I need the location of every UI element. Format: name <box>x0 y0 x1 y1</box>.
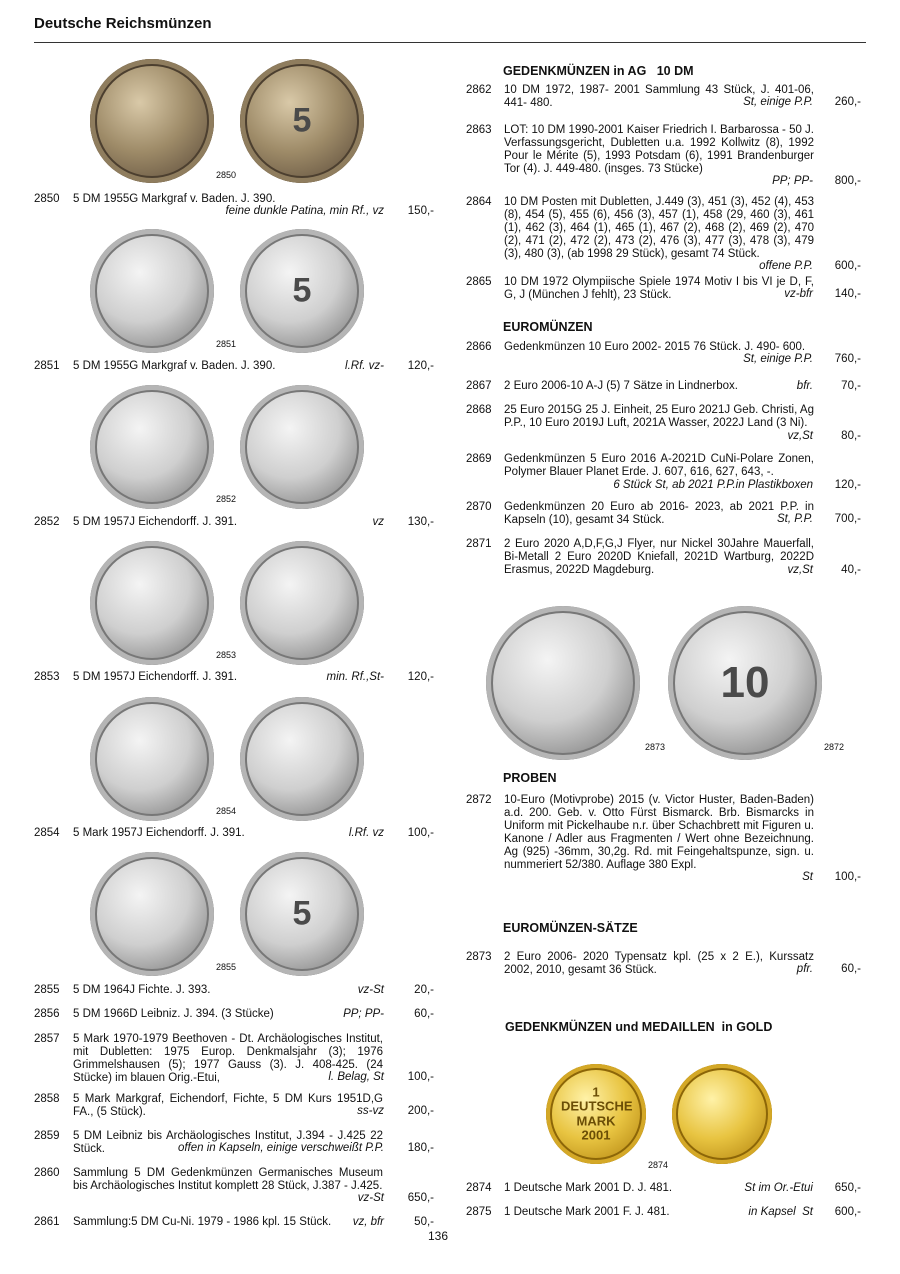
lot-description: 10 DM 1972, 1987- 2001 Sammlung 43 Stück, J. 401-06, 441- 480. <box>504 84 814 109</box>
header-rule <box>34 42 866 43</box>
lot-price: 100,- <box>407 827 434 839</box>
lot-number: 2858 <box>34 1093 60 1105</box>
lot-description: 1 Deutsche Mark 2001 F. J. 481. <box>504 1206 670 1218</box>
lot-number: 2872 <box>466 794 492 806</box>
lot-description: Gedenkmünzen 20 Euro ab 2016- 2023, ab 2021 P.P. in Kapseln (10), gesamt 34 Stück. <box>504 501 814 526</box>
lot-number: 2863 <box>466 124 492 136</box>
page-header-title: Deutsche Reichsmünzen <box>34 15 212 32</box>
lot-number: 2854 <box>34 827 60 839</box>
lot-grade: vz, bfr <box>352 1216 384 1228</box>
lot-number: 2857 <box>34 1033 60 1045</box>
lot-description: 5 DM 1957J Eichendorff. J. 391. <box>73 516 238 528</box>
lot-number: 2870 <box>466 501 492 513</box>
lot-2852 <box>34 516 434 530</box>
lot-description: 5 Mark Markgraf, Eichendorf, Fichte, 5 DM Kurs 1951D,G FA., (5 Stück). <box>73 1093 383 1118</box>
lot-grade: vz-bfr <box>784 288 813 300</box>
plate-label-2873: 2873 <box>645 742 666 752</box>
coin-image-2853-reverse <box>240 541 364 665</box>
lot-2864 <box>466 196 861 274</box>
lot-price: 150,- <box>407 205 434 217</box>
lot-price: 100,- <box>834 871 861 883</box>
lot-description: 2 Euro 2006- 2020 Typensatz kpl. (25 x 2 E.), Kurssatz 2002, 2010, gesamt 36 Stück. <box>504 951 814 976</box>
lot-2863 <box>466 124 861 189</box>
lot-2860 <box>34 1167 434 1206</box>
page-number: 136 <box>428 1229 449 1243</box>
lot-2874 <box>466 1182 861 1196</box>
lot-number: 2855 <box>34 984 60 996</box>
lot-grade: in Kapsel St <box>748 1206 813 1218</box>
lot-number: 2865 <box>466 276 492 288</box>
lot-price: 800,- <box>834 175 861 187</box>
lot-price: 40,- <box>841 564 861 576</box>
lot-2859 <box>34 1130 434 1156</box>
plate-label-2852: 2852 <box>216 494 237 504</box>
lot-number: 2862 <box>466 84 492 96</box>
lot-price: 70,- <box>841 380 861 392</box>
coin-image-2851-obverse <box>90 229 214 353</box>
coin-image-2852-obverse <box>90 385 214 509</box>
lot-2856 <box>34 1008 434 1022</box>
coin-image-2850-reverse <box>240 59 364 183</box>
lot-2869 <box>466 453 861 492</box>
lot-grade: pfr. <box>796 963 813 975</box>
lot-number: 2856 <box>34 1008 60 1020</box>
lot-price: 20,- <box>414 984 434 996</box>
plate-label-2853: 2853 <box>216 650 237 660</box>
lot-number: 2866 <box>466 341 492 353</box>
lot-grade: bfr. <box>796 380 813 392</box>
lot-description: Sammlung 5 DM Gedenkmünzen Germanisches Museum bis Archäologisches Institut komplett 28 Stück, J.387 - J.425. <box>73 1167 383 1192</box>
lot-grade: PP; PP- <box>772 175 813 187</box>
lot-number: 2860 <box>34 1167 60 1179</box>
lot-price: 80,- <box>841 430 861 442</box>
lot-grade: vz-St <box>357 1192 384 1204</box>
coin-image-2853-obverse <box>90 541 214 665</box>
lot-number: 2871 <box>466 538 492 550</box>
coin-image-2852-reverse <box>240 385 364 509</box>
lot-grade: 6 Stück St, ab 2021 P.P.in Plastikboxen <box>613 479 813 491</box>
lot-price: 260,- <box>834 96 861 108</box>
lot-grade: St im Or.-Etui <box>744 1182 813 1194</box>
lot-description: LOT: 10 DM 1990-2001 Kaiser Friedrich I. Barbarossa - 50 J. Verfassungsgericht, Dubletten u.a. 1992 Kollwitz (8), 1992 Pour le Mérite (5), 1993 Potsdam (6), 1991 Brandenburger Tor (4). J. 449-480. (insges. 73 Stücke) <box>504 124 815 175</box>
lot-2853 <box>34 671 434 685</box>
coin-image-2874-obverse <box>546 1064 646 1164</box>
lot-price: 60,- <box>841 963 861 975</box>
lot-number: 2853 <box>34 671 60 683</box>
coin-denomination: 5 <box>292 101 312 140</box>
lot-2855 <box>34 984 434 998</box>
lot-description: Sammlung:5 DM Cu-Ni. 1979 - 1986 kpl. 15 Stück. <box>73 1216 332 1228</box>
lot-2866 <box>466 341 861 367</box>
lot-2858 <box>34 1093 434 1119</box>
lot-description: Gedenkmünzen 10 Euro 2002- 2015 76 Stück. J. 490- 600. <box>504 341 806 353</box>
lot-number: 2850 <box>34 193 60 205</box>
lot-price: 650,- <box>407 1192 434 1204</box>
lot-grade: vz <box>372 516 384 528</box>
lot-2862 <box>466 84 861 110</box>
lot-2875 <box>466 1206 861 1220</box>
lot-price: 700,- <box>834 513 861 525</box>
lot-description: 5 DM Leibniz bis Archäologisches Institut, J.394 - J.425 22 Stück. <box>73 1130 383 1155</box>
lot-description: 10 DM Posten mit Dubletten, J.449 (3), 451 (3), 452 (4), 453 (8), 454 (5), 455 (6), 456 (3), 457 (1), 458 (29, 460 (3), 461 (1), 462 (3), 464 (1), 465 (1), 467 (2), 468 (2), 469 (2), 470 (2), 471 (2), 472 (2), 473 (2), 476 (3), 477 (3), 478 (3), 479 (3), 480 (3), (ab 1998 29 Stück), gesamt 74 Stück. <box>504 196 814 260</box>
lot-grade: min. Rf.,St- <box>326 671 384 683</box>
lot-grade: St, einige P.P. <box>743 96 813 108</box>
coin-image-2872 <box>668 606 822 760</box>
lot-grade: l.Rf. vz- <box>345 360 384 372</box>
lot-number: 2873 <box>466 951 492 963</box>
lot-2870 <box>466 501 861 527</box>
lot-description: 5 DM 1957J Eichendorff. J. 391. <box>73 671 238 683</box>
lot-description: 25 Euro 2015G 25 J. Einheit, 25 Euro 2021J Geb. Christi, Ag P.P., 10 Euro 2019J Luft, 2021A Wasser, 2022J Land (3 Ni). <box>504 404 814 429</box>
section-heading-proben: PROBEN <box>503 771 557 785</box>
lot-description: 2 Euro 2020 A,D,F,G,J Flyer, nur Nickel 30Jahre Mauerfall, Bi-Metall 2 Euro 2020D Kniefall, 2021D Wartburg, 2022D Erasmus, 2022D Magdeburg. <box>504 538 814 576</box>
lot-grade: offene P.P. <box>759 260 813 272</box>
lot-price: 120,- <box>834 479 861 491</box>
lot-2872 <box>466 794 861 885</box>
lot-price: 100,- <box>407 1071 434 1083</box>
coin-denomination: 5 <box>292 894 312 933</box>
lot-number: 2851 <box>34 360 60 372</box>
coin-obverse-legend: 1 DEUTSCHE MARK 2001 <box>561 1084 633 1143</box>
coin-denomination: 10 <box>720 658 770 707</box>
lot-price: 50,- <box>414 1216 434 1228</box>
lot-description: 10 DM 1972 Olympiische Spiele 1974 Motiv I bis VI je D, F, G, J (München J fehlt), 23 Stück. <box>504 276 814 301</box>
lot-description: 10-Euro (Motivprobe) 2015 (v. Victor Huster, Baden-Baden) a.d. 200. Geb. v. Otto Fürst Bismarck. Brb. Bismarcks in Uniform mit Pickelhaube n.r. über Schachbrett mit Figuren u. Kanone / Adler aus Fragmenten / Wert ohne Bezeichnung. Ag (925) -36mm, 30,2g. Rd. mit Feingehaltspunze, sign. u. nummeriert 52/380. Auflage 380 Expl. <box>504 794 814 871</box>
plate-label-2874: 2874 <box>648 1160 669 1170</box>
lot-price: 200,- <box>407 1105 434 1117</box>
coin-image-2855-reverse <box>240 852 364 976</box>
plate-label-2854: 2854 <box>216 806 237 816</box>
lot-price: 60,- <box>414 1008 434 1020</box>
lot-price: 650,- <box>834 1182 861 1194</box>
lot-grade: St, P.P. <box>776 513 813 525</box>
lot-grade: St, einige P.P. <box>743 353 813 365</box>
section-heading-euro-saetze: EUROMÜNZEN-SÄTZE <box>503 921 638 935</box>
lot-2867 <box>466 380 861 394</box>
lot-number: 2852 <box>34 516 60 528</box>
lot-number: 2874 <box>466 1182 492 1194</box>
lot-number: 2864 <box>466 196 492 208</box>
coin-image-2854-obverse <box>90 697 214 821</box>
plate-label-2850: 2850 <box>216 170 237 180</box>
lot-price: 120,- <box>407 360 434 372</box>
lot-description: Gedenkmünzen 5 Euro 2016 A-2021D CuNi-Polare Zonen, Polymer Blauer Planet Erde. J. 607, 616, 627, 643, -. <box>504 453 814 478</box>
lot-2857 <box>34 1033 434 1085</box>
plate-label-2872: 2872 <box>824 742 845 752</box>
coin-image-2850-obverse <box>90 59 214 183</box>
lot-price: 140,- <box>834 288 861 300</box>
lot-price: 600,- <box>834 260 861 272</box>
plate-label-2855: 2855 <box>216 962 237 972</box>
section-heading-euro: EUROMÜNZEN <box>503 320 593 334</box>
lot-price: 180,- <box>407 1142 434 1154</box>
lot-price: 760,- <box>834 353 861 365</box>
coin-image-2854-reverse <box>240 697 364 821</box>
lot-description: 2 Euro 2006-10 A-J (5) 7 Sätze in Lindnerbox. <box>504 380 738 392</box>
lot-2871 <box>466 538 861 577</box>
lot-grade: vz,St <box>787 430 813 442</box>
lot-2861 <box>34 1216 434 1230</box>
lot-grade: l.Rf. vz <box>348 827 384 839</box>
lot-grade: feine dunkle Patina, min Rf., vz <box>225 205 384 217</box>
lot-2850 <box>34 193 434 219</box>
lot-grade: PP; PP- <box>343 1008 384 1020</box>
lot-grade: offen in Kapseln, einige verschweißt P.P. <box>177 1142 384 1154</box>
lot-grade: vz,St <box>787 564 813 576</box>
lot-grade: ss-vz <box>357 1105 384 1117</box>
lot-description: 5 DM 1966D Leibniz. J. 394. (3 Stücke) <box>73 1008 274 1020</box>
lot-number: 2875 <box>466 1206 492 1218</box>
section-heading-gold: GEDENKMÜNZEN und MEDAILLEN in GOLD <box>505 1020 773 1034</box>
coin-image-2851-reverse <box>240 229 364 353</box>
lot-price: 600,- <box>834 1206 861 1218</box>
lot-2873 <box>466 951 861 977</box>
coin-image-2873 <box>486 606 640 760</box>
lot-price: 130,- <box>407 516 434 528</box>
lot-description: 5 DM 1964J Fichte. J. 393. <box>73 984 211 996</box>
lot-description: 5 DM 1955G Markgraf v. Baden. J. 390. <box>73 193 276 205</box>
lot-number: 2867 <box>466 380 492 392</box>
coin-denomination: 5 <box>292 271 312 310</box>
lot-2868 <box>466 404 861 443</box>
lot-description: 5 Mark 1970-1979 Beethoven - Dt. Archäologisches Institut, mit Dubletten: 1975 Europ. Denkmalsjahr (3); 1976 Grimmelshausen (5); 1977 Gauss (3). J. 408-425. (24 Stücke) im blauen Orig.-Etui, <box>73 1033 383 1084</box>
lot-grade: l. Belag, St <box>328 1071 384 1083</box>
lot-number: 2859 <box>34 1130 60 1142</box>
plate-label-2851: 2851 <box>216 339 237 349</box>
lot-number: 2861 <box>34 1216 60 1228</box>
lot-grade: vz-St <box>357 984 384 996</box>
lot-price: 120,- <box>407 671 434 683</box>
lot-2851 <box>34 360 434 374</box>
lot-number: 2869 <box>466 453 492 465</box>
lot-2854 <box>34 827 434 841</box>
lot-description: 1 Deutsche Mark 2001 D. J. 481. <box>504 1182 673 1194</box>
coin-image-2855-obverse <box>90 852 214 976</box>
lot-description: 5 Mark 1957J Eichendorff. J. 391. <box>73 827 245 839</box>
coin-image-2874-reverse <box>672 1064 772 1164</box>
lot-description: 5 DM 1955G Markgraf v. Baden. J. 390. <box>73 360 276 372</box>
lot-2865 <box>466 276 861 302</box>
lot-number: 2868 <box>466 404 492 416</box>
section-heading-gedenk-ag: GEDENKMÜNZEN in AG 10 DM <box>503 64 694 78</box>
lot-grade: St <box>802 871 813 883</box>
